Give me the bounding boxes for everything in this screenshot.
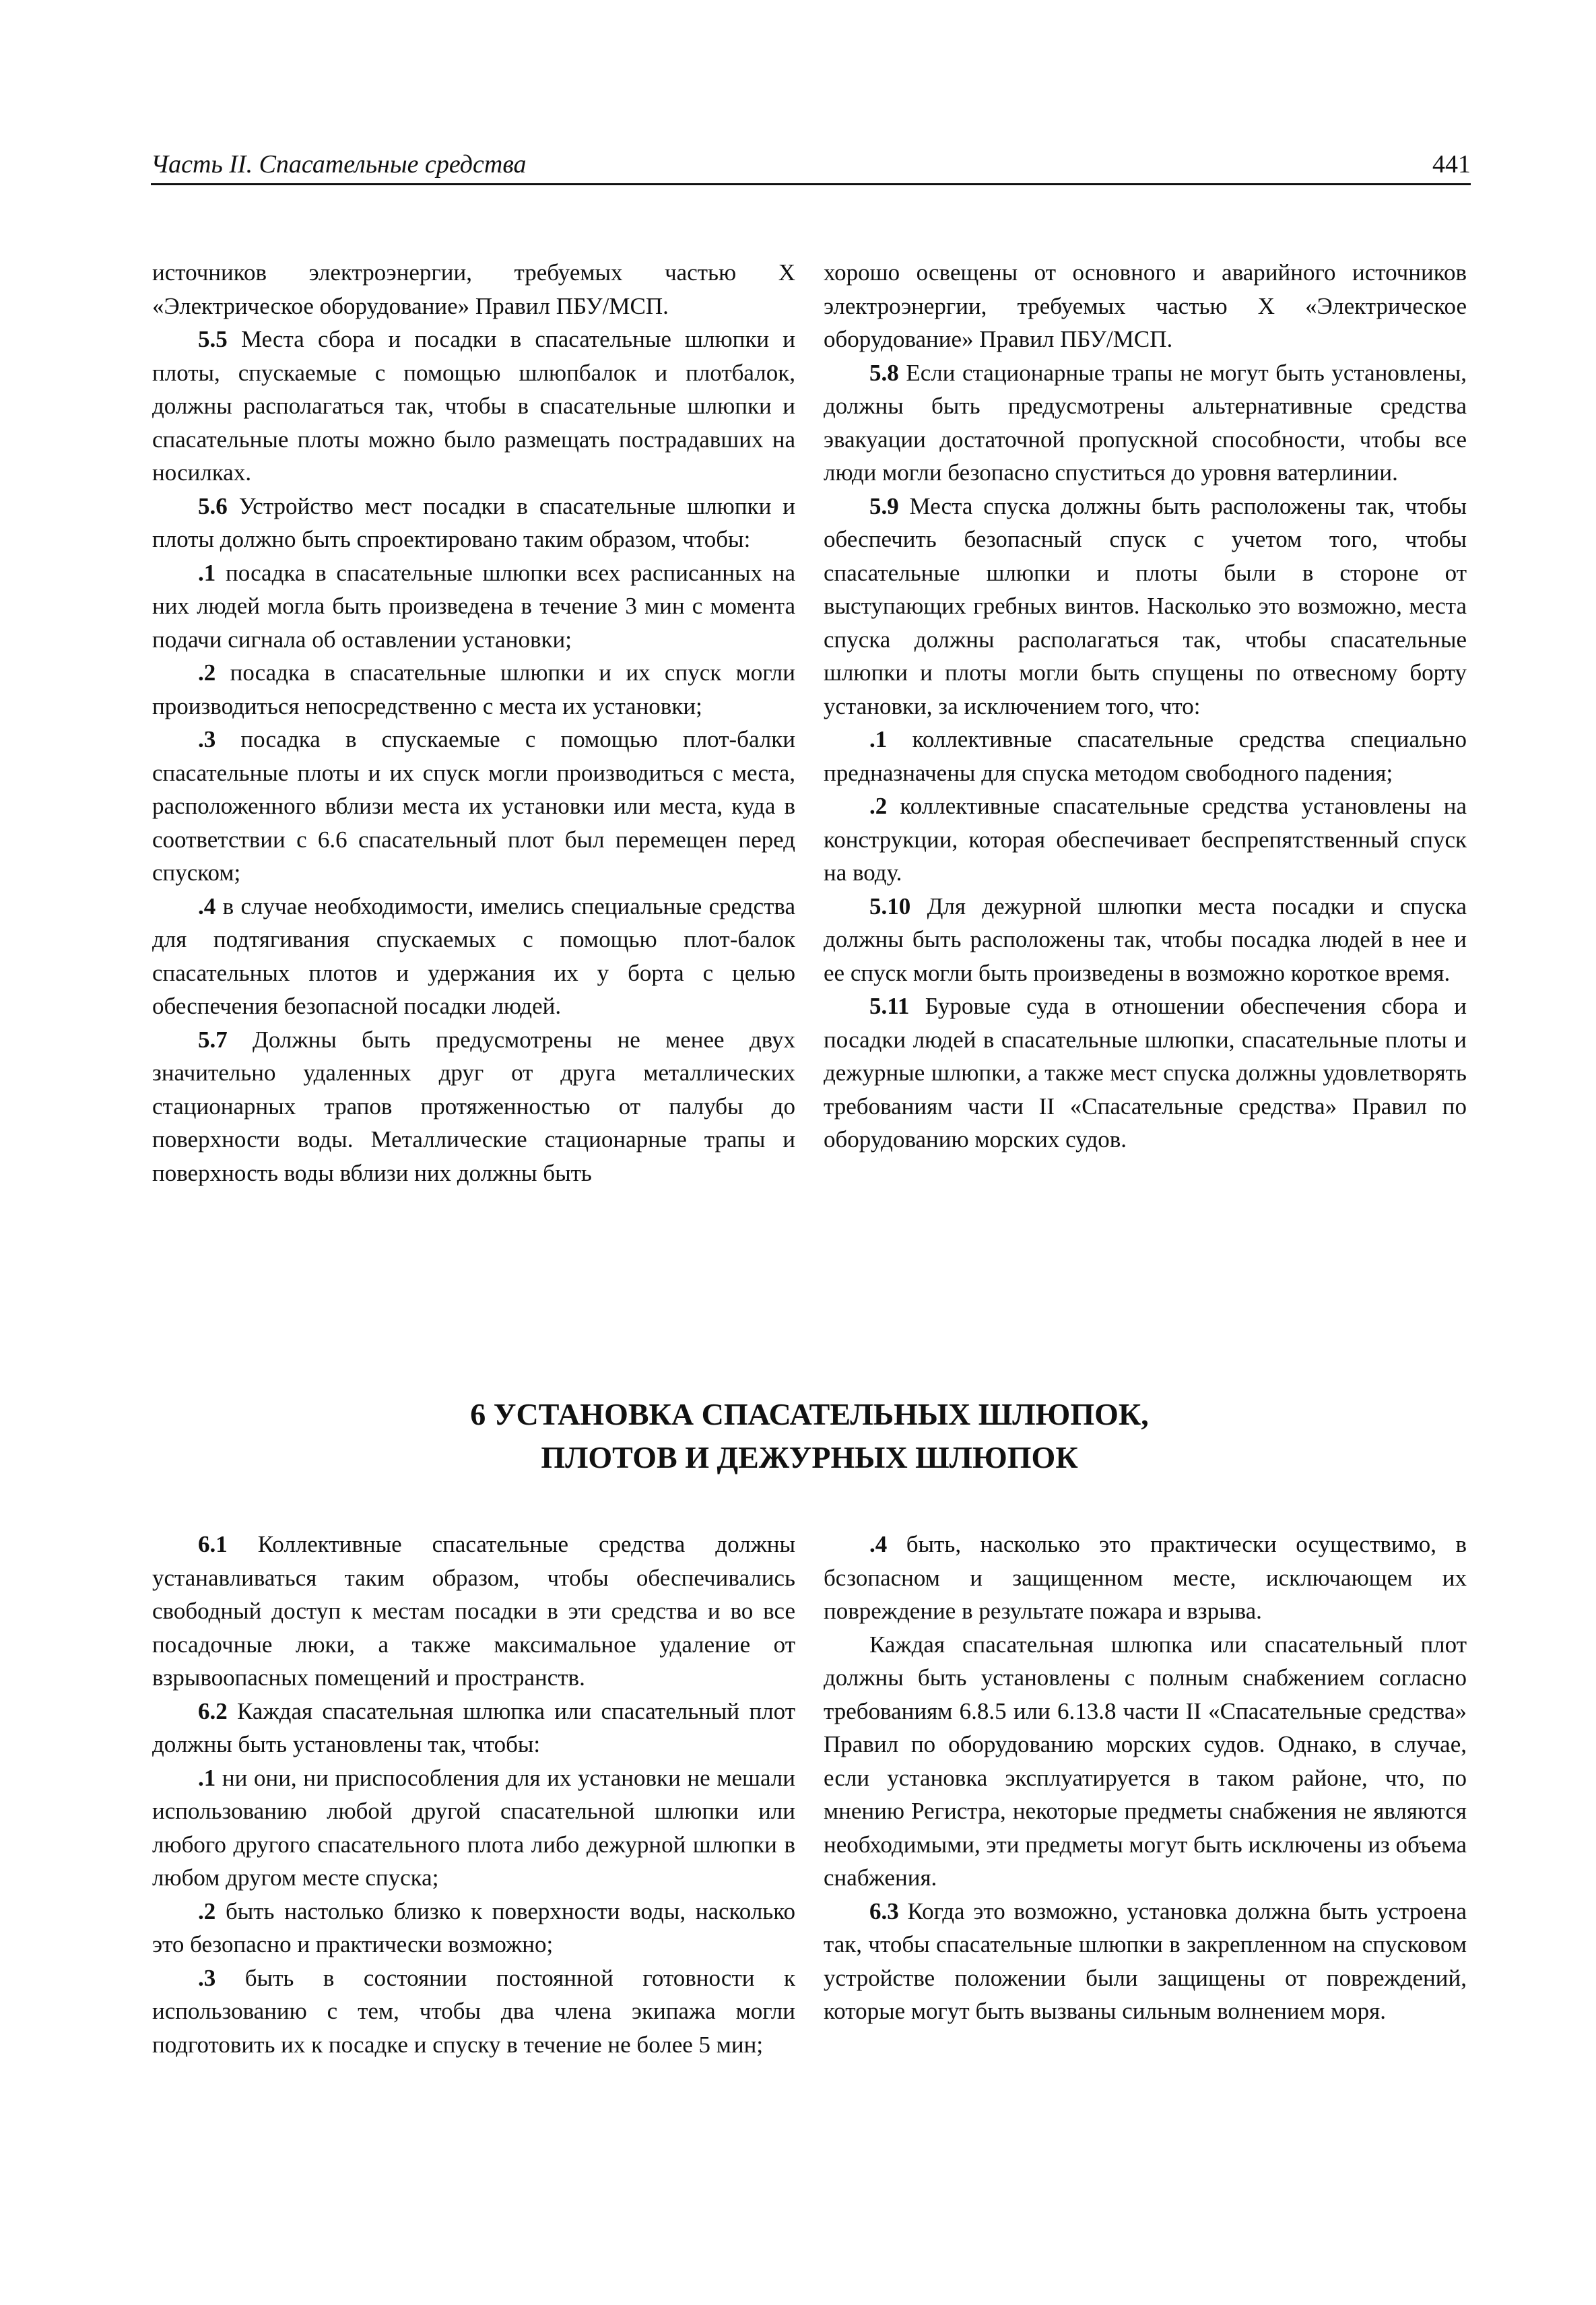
section6-left-column — [152, 1528, 795, 2061]
clause-number: 6.3 — [869, 1897, 899, 1924]
paragraph-text: Места спуска должны быть расположены так, чтобы обеспечить безопасный спуск с учетом того, чтобы спасательные шлюпки и плоты были в стороне от выступающих гребных винтов. Насколько это возможно, места спуска должны располагаться так, чтобы спасательные шлюпки и плоты могли быть спущены по отвесному борту установки, за исключением того, что: — [824, 492, 1467, 719]
paragraph — [152, 556, 795, 657]
clause-number: .4 — [198, 892, 216, 919]
clause-number: 5.11 — [869, 993, 910, 1019]
section-heading-line-1: 6 УСТАНОВКА СПАСАТЕЛЬНЫХ ШЛЮПОК, — [470, 1397, 1149, 1431]
paragraph — [824, 723, 1467, 789]
paragraph — [152, 1761, 795, 1895]
clause-number: 5.9 — [869, 492, 899, 519]
clause-number: 5.10 — [869, 892, 911, 919]
paragraph-text: Когда это возможно, установка должна быть устроена так, чтобы спасательные шлюпки в закрепленном на спусковом устройстве положении были защищены от повреждений, которые могут быть вызваны сильным волнением моря. — [824, 1897, 1467, 2024]
paragraph-text: Буровые суда в отношении обеспечения сбора и посадки людей в спасательные шлюпки, спасательные плоты и дежурные шлюпки, а также мест спуска должны удовлетворять требованиям части II «Спасательные средства» Правил по оборудованию морских судов. — [824, 993, 1467, 1152]
header-title: Часть II. Спасательные средства — [151, 150, 527, 178]
clause-number: 5.5 — [198, 326, 228, 352]
clause-number: .2 — [869, 793, 888, 819]
paragraph — [152, 656, 795, 723]
paragraph — [152, 490, 795, 556]
paragraph-text: Устройство мест посадки в спасательные шлюпки и плоты должно быть спроектировано таким образом, чтобы: — [152, 492, 795, 552]
paragraph-text: посадка в спускаемые с помощью плот-балки спасательные плоты и их спуск могли производиться с места, расположенного вблизи места их установки или места, куда в соответствии с 6.6 спасательный плот был перемещен перед спуском; — [152, 726, 795, 886]
paragraph-text: в случае необходимости, имелись специальные средства для подтягивания спускаемых с помощью плот-балок спасательных плотов и удержания их у борта с целью обеспечения безопасной посадки людей. — [152, 892, 795, 1019]
paragraph-text: источников электроэнергии, требуемых частью X «Электрическое оборудование» Правил ПБУ/МСП. — [152, 259, 795, 319]
clause-number: 6.1 — [198, 1531, 228, 1557]
paragraph — [824, 256, 1467, 356]
paragraph — [152, 723, 795, 890]
clause-number: .3 — [198, 1964, 216, 1991]
paragraph — [824, 989, 1467, 1157]
paragraph-text: коллективные спасательные средства специально предназначены для спуска методом свободного падения; — [824, 726, 1467, 786]
paragraph-text: ни они, ни приспособления для их установки не мешали использованию любой другой спасательной шлюпки или любого другого спасательного плота либо дежурной шлюпки в любом другом месте спуска; — [152, 1764, 795, 1891]
clause-number: 6.2 — [198, 1697, 228, 1724]
paragraph-text: Должны быть предусмотрены не менее двух значительно удаленных друг от друга металлических стационарных трапов протяженностью от палубы до поверхности воды. Металлические стационарные трапы и поверхность воды вблизи них должны быть — [152, 1026, 795, 1186]
clause-number: 5.7 — [198, 1026, 228, 1053]
section5-right-column — [824, 256, 1467, 1157]
paragraph-text: Если стационарные трапы не могут быть установлены, должны быть предусмотрены альтернативные средства эвакуации достаточной пропускной способности, чтобы все люди могли безопасно спуститься до уровня ватерлинии. — [824, 359, 1467, 486]
section5-left-column — [152, 256, 795, 1190]
paragraph-text: Каждая спасательная шлюпка или спасательный плот должны быть установлены с полным снабжением согласно требованиям 6.8.5 или 6.13.8 части II «Спасательные средства» Правил по оборудованию морских судов. Однако, в случае, если установка эксплуатируется в таком районе, что, по мнению Регистра, некоторые предметы снабжения не являются необходимыми, эти предметы могут быть исключены из объема снабжения. — [824, 1631, 1467, 1891]
paragraph — [824, 1895, 1467, 2028]
section6-right-column — [824, 1528, 1467, 2028]
paragraph — [152, 890, 795, 1023]
paragraph — [152, 1895, 795, 1961]
paragraph — [824, 890, 1467, 990]
page-number: 441 — [1432, 150, 1471, 178]
clause-number: .1 — [198, 1764, 216, 1791]
clause-number: 5.8 — [869, 359, 899, 386]
section-heading — [152, 1393, 1467, 1479]
clause-number: .2 — [198, 1897, 216, 1924]
paragraph — [824, 1528, 1467, 1628]
paragraph-text: Коллективные спасательные средства должны устанавливаться таким образом, чтобы обеспечивались свободный доступ к местам посадки в эти средства и во все посадочные люки, а также максимальное удаление от взрывоопасных помещений и пространств. — [152, 1531, 795, 1691]
paragraph-text: быть, насколько это практически осуществимо, в бсзопасном и защищенном месте, исключающем их повреждение в результате пожара и взрыва. — [824, 1531, 1467, 1624]
clause-number: .3 — [198, 726, 216, 752]
paragraph — [824, 789, 1467, 890]
paragraph — [152, 1961, 795, 2062]
clause-number: .4 — [869, 1531, 888, 1557]
paragraph — [824, 1628, 1467, 1895]
paragraph — [152, 1528, 795, 1695]
paragraph — [152, 1695, 795, 1761]
paragraph-text: быть в состоянии постоянной готовности к использованию с тем, чтобы два члена экипажа могли подготовить их к посадке и спуску в течение не более 5 мин; — [152, 1964, 795, 2058]
paragraph-text: Места сбора и посадки в спасательные шлюпки и плоты, спускаемые с помощью шлюпбалок и плотбалок, должны располагаться так, чтобы в спасательные шлюпки и спасательные плоты можно было размещать пострадавших на носилках. — [152, 326, 795, 486]
paragraph-text: хорошо освещены от основного и аварийного источников электроэнергии, требуемых частью X «Электрическое оборудование» Правил ПБУ/МСП. — [824, 259, 1467, 352]
paragraph — [824, 490, 1467, 723]
paragraph-text: коллективные спасательные средства установлены на конструкции, которая обеспечивает беспрепятственный спуск на воду. — [824, 793, 1467, 886]
running-header — [151, 143, 1471, 185]
paragraph-text: Каждая спасательная шлюпка или спасательный плот должны быть установлены так, чтобы: — [152, 1697, 795, 1757]
paragraph — [152, 1023, 795, 1190]
paragraph-text: посадка в спасательные шлюпки всех расписанных на них людей могла быть произведена в течение 3 мин с момента подачи сигнала об оставлении установки; — [152, 559, 795, 653]
section-heading-line-2: ПЛОТОВ И ДЕЖУРНЫХ ШЛЮПОК — [541, 1440, 1078, 1474]
paragraph-text: быть настолько близко к поверхности воды, насколько это безопасно и практически возможно; — [152, 1897, 795, 1957]
clause-number: .1 — [198, 559, 216, 586]
paragraph-text: Для дежурной шлюпки места посадки и спуска должны быть расположены так, чтобы посадка людей в нее и ее спуск могли быть произведены в возможно короткое время. — [824, 892, 1467, 986]
clause-number: .2 — [198, 659, 216, 686]
clause-number: .1 — [869, 726, 888, 752]
paragraph — [152, 323, 795, 490]
paragraph — [152, 256, 795, 323]
paragraph — [824, 356, 1467, 490]
paragraph-text: посадка в спасательные шлюпки и их спуск могли производиться непосредственно с места их установки; — [152, 659, 795, 719]
clause-number: 5.6 — [198, 492, 228, 519]
